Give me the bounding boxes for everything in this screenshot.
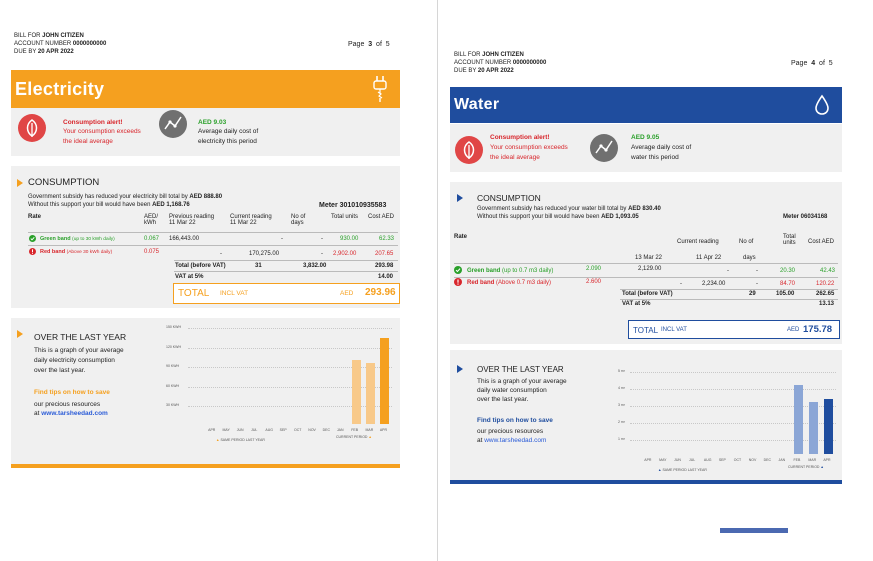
x-tick-label: APR: [644, 458, 652, 462]
graph-text-1: This is a graph of your average: [34, 347, 124, 354]
grid-line: [188, 328, 392, 329]
consumption-panel: [11, 166, 400, 308]
page-word: Page: [348, 41, 365, 48]
x-tick-label: JUL: [251, 428, 258, 432]
blurred-bar: [720, 528, 788, 533]
total-before-vat-value: 293.98: [375, 263, 394, 269]
check-circle-icon: [454, 266, 462, 274]
bar: [824, 399, 833, 455]
tips-link[interactable]: www.tarsheedad.com: [484, 437, 547, 444]
green-cost: 62.33: [379, 236, 395, 242]
row-divider: [28, 232, 398, 233]
green-band-note: (up to 0.7 m3 daily): [502, 268, 554, 274]
customer-name: JOHN CITIZEN: [482, 52, 524, 58]
green-curr-reading: -: [281, 236, 283, 242]
alert-title: Consumption alert!: [490, 134, 550, 141]
green-days: -: [756, 268, 758, 274]
due-date: 20 APR 2022: [477, 68, 514, 74]
col-total-units: Total units: [331, 214, 359, 220]
bar: [794, 385, 803, 454]
red-days: -: [321, 251, 323, 257]
check-circle-icon: [29, 235, 36, 242]
bill-for-label: BILL FOR: [14, 33, 41, 39]
x-tick-label: APR: [823, 458, 831, 462]
of-word: of: [819, 60, 825, 67]
vat-label: VAT at 5%: [175, 274, 204, 280]
red-days: -: [756, 281, 758, 287]
green-band-label: [40, 236, 115, 242]
total-pages: 5: [828, 60, 833, 67]
bottom-bar: [11, 464, 400, 468]
without-support-line: [28, 202, 190, 208]
account-label: ACCOUNT NUMBER: [14, 41, 72, 47]
x-tick-label: NOV: [308, 428, 316, 432]
average-text: [198, 127, 258, 147]
bar: [352, 360, 361, 424]
alert-panel: [11, 108, 400, 156]
consumption-panel: [450, 182, 842, 344]
x-tick-label: APR: [208, 428, 216, 432]
due-label: DUE BY: [454, 68, 477, 74]
x-tick-label: DEC: [322, 428, 330, 432]
y-tick-label: 150 KWH: [166, 325, 181, 329]
x-tick-label: SEP: [718, 458, 726, 462]
account-number: 0000000000: [72, 41, 107, 47]
y-tick-label: 4 m³: [618, 386, 625, 390]
page-number: [791, 60, 833, 67]
x-tick-label: MAR: [365, 428, 374, 432]
total-value: 175.78: [803, 324, 833, 335]
col-days-2: days: [291, 220, 304, 226]
grid-line: [630, 372, 836, 373]
bar: [366, 363, 375, 424]
x-tick-label: MAY: [222, 428, 230, 432]
alert-text-line-2: the ideal average: [490, 154, 540, 161]
x-tick-label: MAR: [808, 458, 817, 462]
subsidy-amount: AED 888.80: [189, 194, 223, 200]
x-tick-label: SEP: [279, 428, 287, 432]
y-tick-label: 2 m³: [618, 420, 625, 424]
red-rate: 2.600: [586, 279, 602, 285]
x-tick-label: FEB: [351, 428, 359, 432]
red-rate: 0.075: [144, 249, 160, 255]
tips-title: Find tips on how to save: [477, 417, 553, 424]
total-incl-vat: INCL VAT: [661, 327, 687, 333]
green-band-note: (up to 30 kWh daily): [72, 237, 115, 242]
legend-same-period: ▲ SAME PERIOD LAST YEAR: [658, 468, 707, 472]
of-word: of: [376, 41, 382, 48]
bill-header: [454, 51, 546, 75]
x-tick-label: AUG: [265, 428, 273, 432]
total-currency: AED: [787, 327, 800, 333]
green-prev-reading: 166,443.00: [169, 236, 200, 242]
subsidy-line: [28, 194, 222, 200]
average-text-line-2: water this period: [631, 154, 679, 161]
page-number: [348, 41, 390, 48]
row-divider: [28, 245, 398, 246]
row-divider: [454, 263, 838, 264]
grid-line: [630, 389, 836, 390]
x-tick-label: FEB: [793, 458, 801, 462]
green-band-label: [467, 268, 553, 274]
x-tick-label: AUG: [703, 458, 712, 462]
trend-line-icon: [159, 110, 187, 138]
x-tick-label: NOV: [748, 458, 757, 462]
graph-text-2: daily electricity consumption: [34, 357, 115, 364]
section-banner-title: Electricity: [15, 78, 105, 99]
col-days: [739, 239, 753, 245]
total-units: 3,832.00: [303, 263, 327, 269]
col-current-reading: [230, 214, 272, 226]
green-rate: 2.090: [586, 266, 602, 272]
x-tick-label: OCT: [293, 428, 302, 432]
tips-text: [477, 427, 546, 445]
row-divider: [174, 271, 398, 272]
x-tick-label: MAY: [659, 458, 667, 462]
legend-current-period: CURRENT PERIOD ▲: [336, 435, 372, 439]
vat-value: 13.13: [819, 301, 835, 307]
graph-text-2: daily water consumption: [477, 387, 547, 394]
legend-same-period: ▲ SAME PERIOD LAST YEAR: [216, 438, 265, 442]
section-arrow-icon: [457, 365, 463, 373]
col-days-1: No of: [739, 239, 754, 245]
tips-at: at: [34, 410, 40, 417]
red-units: 84.70: [780, 281, 796, 287]
total-incl-vat: INCL VAT: [220, 290, 249, 297]
average-daily-cost: AED 9.03: [198, 119, 227, 126]
without-amount: AED 1,168.76: [152, 202, 190, 208]
date-prev: 13 Mar 22: [635, 255, 663, 261]
red-band-name: Red band: [467, 280, 495, 286]
subsidy-prefix: Government subsidy has reduced your electricity bill total by: [28, 194, 188, 200]
water-drop-icon: [814, 94, 830, 116]
without-support-line: [477, 214, 639, 220]
section-arrow-icon: [17, 179, 23, 187]
total-incl-vat-box: [173, 283, 400, 304]
section-arrow-icon: [457, 194, 463, 202]
total-currency: AED: [340, 290, 354, 297]
graph-text-3: over the last year.: [34, 367, 86, 374]
y-tick-label: 60 KWH: [166, 383, 180, 388]
total-label: TOTAL: [633, 326, 659, 335]
col-cost: Cost AED: [808, 239, 835, 245]
electricity-bill-page: [0, 0, 435, 561]
green-days: -: [321, 236, 323, 242]
total-before-vat-value: 262.65: [816, 291, 835, 297]
row-divider: [174, 260, 398, 261]
green-curr-reading: -: [727, 268, 729, 274]
total-days: 29: [749, 291, 756, 297]
plug-icon: [372, 75, 388, 103]
alert-title: Consumption alert!: [63, 119, 123, 126]
red-cost: 120.22: [816, 281, 835, 287]
row-divider: [620, 289, 838, 290]
total-days: 31: [255, 263, 262, 269]
y-tick-label: 1 m³: [618, 437, 625, 441]
red-band-note: (Above 0.7 m3 daily): [496, 280, 552, 286]
total-label: TOTAL: [178, 288, 210, 299]
row-divider: [454, 277, 838, 278]
y-tick-label: 30 KWH: [166, 403, 180, 407]
water-consumption-chart: [618, 358, 840, 478]
subsidy-prefix: Government subsidy has reduced your water bill total by: [477, 206, 627, 212]
graph-text-1: This is a graph of your average: [477, 378, 567, 385]
alert-circle-icon: [29, 248, 36, 255]
green-rate: 0.067: [144, 236, 160, 242]
consumption-title: CONSUMPTION: [477, 193, 541, 203]
graph-panel: [11, 318, 400, 464]
total-before-vat-label: Total (before VAT): [175, 263, 226, 269]
col-days-1: No of: [291, 214, 306, 220]
without-prefix: Without this support your bill would have been: [28, 202, 151, 208]
x-tick-label: JUN: [236, 428, 244, 432]
graph-title: OVER THE LAST YEAR: [34, 332, 127, 342]
red-band-label: [467, 280, 551, 286]
bar: [380, 338, 389, 424]
graph-text-3: over the last year.: [477, 396, 529, 403]
alert-panel: [450, 124, 842, 172]
grid-line: [630, 406, 836, 407]
average-text-line-1: Average daily cost of: [631, 144, 692, 151]
x-tick-label: DEC: [763, 458, 771, 462]
green-band-name: Green band: [40, 236, 71, 242]
col-prev-2: 11 Mar 22: [169, 220, 196, 226]
grid-line: [630, 440, 836, 441]
grid-line: [188, 387, 392, 388]
total-units: 105.00: [776, 291, 795, 297]
total-before-vat-label: Total (before VAT): [622, 291, 673, 297]
total-pages: 5: [385, 41, 390, 48]
red-band-label: [40, 249, 112, 255]
meter-number: Meter 301010935583: [319, 202, 387, 209]
tips-text-line: our precious resources: [34, 401, 101, 408]
grid-line: [630, 423, 836, 424]
total-value: 293.96: [365, 287, 396, 298]
x-tick-label: JUL: [689, 458, 696, 462]
green-cost: 42.43: [820, 268, 836, 274]
red-units: 2,902.00: [333, 251, 357, 257]
col-aed-kwh: [144, 214, 158, 226]
col-curr-2: 11 Mar 22: [230, 220, 257, 226]
page-word: Page: [791, 60, 808, 67]
graph-title: OVER THE LAST YEAR: [477, 365, 564, 374]
col-days: [291, 214, 305, 226]
bill-header: [14, 32, 106, 56]
alert-text-line-2: the ideal average: [63, 138, 113, 145]
tips-text-line: our precious resources: [477, 428, 544, 435]
green-band-name: Green band: [467, 268, 501, 274]
red-prev-reading: -: [680, 281, 682, 287]
alert-circle-icon: [454, 278, 462, 286]
y-tick-label: 120 KWH: [166, 344, 181, 349]
col-current-reading: Current reading: [677, 239, 719, 245]
alert-text: [63, 127, 141, 147]
average-daily-cost: AED 9.05: [631, 134, 660, 141]
subsidy-amount: AED 830.40: [628, 206, 661, 212]
grid-line: [188, 367, 392, 368]
col-rate: Rate: [454, 234, 468, 240]
average-text-line-1: Average daily cost of: [198, 128, 259, 135]
col-prev-1: Previous reading: [169, 214, 215, 220]
green-units: 930.00: [340, 236, 359, 242]
total-incl-vat-box: [628, 320, 840, 339]
without-prefix: Without this support your bill would have been: [477, 214, 600, 220]
graph-description: [34, 346, 124, 376]
alert-text: [490, 143, 568, 163]
red-prev-reading: -: [220, 251, 222, 257]
col-previous-reading: [169, 214, 214, 226]
x-tick-label: APR: [379, 428, 388, 432]
tips-text: [34, 400, 108, 418]
tips-at: at: [477, 437, 483, 444]
x-tick-label: JAN: [336, 428, 344, 432]
grid-line: [188, 406, 392, 407]
graph-panel: [450, 350, 842, 480]
date-curr: 11 Apr 22: [696, 255, 722, 261]
due-label: DUE BY: [14, 49, 37, 55]
vat-value: 14.00: [378, 274, 394, 280]
page-num: 3: [368, 41, 373, 48]
y-tick-label: 3 m³: [618, 403, 625, 407]
meter-number: Meter 06034168: [783, 214, 828, 220]
days-word: days: [743, 255, 756, 261]
alert-text-line-1: Your consumption exceeds: [490, 144, 568, 151]
without-amount: AED 1,093.05: [601, 214, 639, 220]
red-curr-reading: 2,234.00: [702, 281, 726, 287]
col-units-2: units: [783, 240, 796, 246]
subsidy-line: [477, 206, 661, 212]
graph-description: [477, 377, 567, 404]
red-band-note: (Above 30 kWh daily): [66, 250, 113, 255]
leaf-icon: [455, 136, 483, 164]
tips-link[interactable]: www.tarsheedad.com: [41, 410, 108, 417]
col-aed-kwh-2: kWh: [144, 220, 156, 226]
customer-name: JOHN CITIZEN: [42, 33, 84, 39]
electricity-consumption-chart: [166, 322, 396, 450]
legend-current-period: CURRENT PERIOD ▲: [788, 465, 824, 469]
bottom-bar: [450, 480, 842, 484]
x-tick-label: JAN: [778, 458, 786, 462]
col-rate: Rate: [28, 214, 42, 220]
y-tick-label: 90 KWH: [166, 364, 180, 368]
row-divider: [620, 299, 838, 300]
red-curr-reading: 170,275.00: [249, 251, 280, 257]
x-tick-label: OCT: [733, 458, 742, 462]
green-prev-reading: 2,129.00: [638, 266, 662, 272]
consumption-title: CONSUMPTION: [28, 177, 100, 188]
grid-line: [188, 348, 392, 349]
vat-label: VAT at 5%: [622, 301, 651, 307]
section-banner-title: Water: [454, 96, 500, 113]
water-banner: [450, 87, 842, 123]
page-num: 4: [811, 60, 816, 67]
trend-line-icon: [590, 134, 618, 162]
col-total-units: [783, 234, 796, 246]
average-text: [631, 143, 691, 163]
average-text-line-2: electricity this period: [198, 138, 257, 145]
red-cost: 207.65: [375, 251, 394, 257]
electricity-banner: [11, 70, 400, 108]
leaf-icon: [18, 114, 46, 142]
tips-title: Find tips on how to save: [34, 389, 110, 396]
account-label: ACCOUNT NUMBER: [454, 60, 512, 66]
water-bill-page: [437, 0, 873, 561]
green-units: 20.30: [780, 268, 796, 274]
bar: [809, 402, 818, 455]
bill-for-label: BILL FOR: [454, 52, 481, 58]
col-units-1: Total: [783, 234, 796, 240]
due-date: 20 APR 2022: [37, 49, 74, 55]
red-band-name: Red band: [40, 249, 66, 255]
x-tick-label: JUN: [674, 458, 681, 462]
account-number: 0000000000: [512, 60, 547, 66]
col-aed-kwh-1: AED/: [144, 214, 159, 220]
col-cost: Cost AED: [368, 214, 395, 220]
section-arrow-icon: [17, 330, 23, 338]
y-tick-label: 5 m³: [618, 369, 625, 373]
col-curr-1: Current reading: [230, 214, 272, 220]
alert-text-line-1: Your consumption exceeds: [63, 128, 141, 135]
